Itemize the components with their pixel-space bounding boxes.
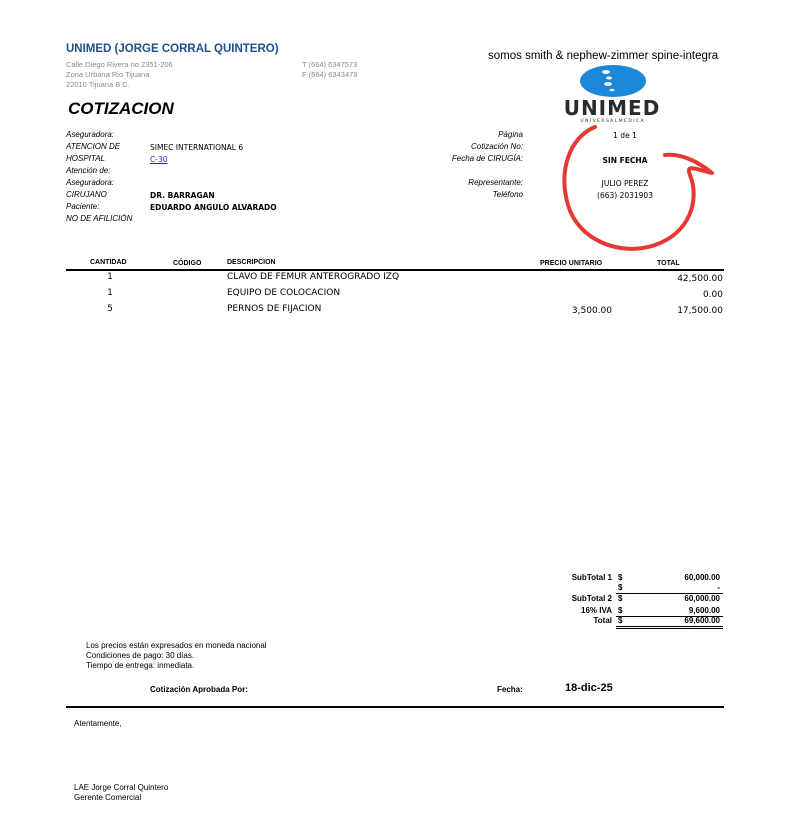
red-circle-annotation xyxy=(540,115,720,265)
signature-title: Gerente Comercial xyxy=(74,793,142,802)
logo-subtext: U N I V E R S A L M E D I C A xyxy=(580,119,644,123)
fax-number: F (664) 6343478 xyxy=(302,70,358,79)
row-total: 0.00 xyxy=(702,290,723,300)
row-total: 17,500.00 xyxy=(677,306,723,316)
label-cirujano: CIRUJANO xyxy=(66,190,107,199)
blank-currency: $ xyxy=(618,583,623,592)
tagline: somos smith & nephew-zimmer spine-integra xyxy=(488,50,719,62)
total-rule-2 xyxy=(616,628,723,629)
value-paciente: EDUARDO ANGULO ALVARADO xyxy=(150,203,277,212)
note-payment: Condiciones de pago: 30 días. xyxy=(86,651,195,660)
value-cirujano: DR. BARRAGAN xyxy=(150,191,215,200)
value-telefono: (663) 2031903 xyxy=(597,191,653,200)
total-rule-1 xyxy=(616,626,723,627)
row-descripcion: PERNOS DE FIJACION xyxy=(227,304,322,314)
phone-number: T (664) 6347573 xyxy=(302,60,358,69)
label-aseguradora-2: Aseguradora: xyxy=(66,178,115,187)
col-cantidad: CANTIDAD xyxy=(90,259,127,266)
total-value: 69,600.00 xyxy=(684,616,720,625)
row-cantidad: 5 xyxy=(107,304,113,314)
address-line-3: 22010 Tijuana B.C. xyxy=(66,80,130,89)
label-paciente: Paciente: xyxy=(66,202,100,211)
note-currency: Los precios están expresados en moneda nacional xyxy=(86,641,267,650)
label-telefono: Teléfono xyxy=(492,190,523,199)
address-line-1: Calle Diego Rivera no 2351-206 xyxy=(66,60,173,69)
iva-currency: $ xyxy=(618,606,623,615)
table-header-rule xyxy=(66,269,724,271)
col-descripcion: DESCRIPCION xyxy=(227,259,276,266)
value-fecha-cirugia: SIN FECHA xyxy=(602,156,648,165)
row-precio: 3,500.00 xyxy=(571,306,612,316)
address-line-2: Zona Urbana Rio Tijuana xyxy=(66,70,150,79)
subtotal1-label: SubTotal 1 xyxy=(571,573,612,582)
value-hospital-link[interactable]: C-30 xyxy=(150,155,168,164)
company-name: UNIMED (JORGE CORRAL QUINTERO) xyxy=(66,43,279,55)
total-currency: $ xyxy=(618,616,623,625)
logo-globe xyxy=(580,65,646,97)
total-label: Total xyxy=(593,616,612,625)
value-atencion-de: SIMEC INTERNATIONAL 6 xyxy=(150,143,244,152)
row-total: 42,500.00 xyxy=(677,274,723,284)
label-aseguradora: Aseguradora: xyxy=(66,130,115,139)
logo-text: UNIMED xyxy=(563,96,661,120)
label-pagina: Página xyxy=(498,130,523,139)
label-atencion-de: ATENCION DE xyxy=(66,142,121,151)
row-cantidad: 1 xyxy=(107,288,113,298)
approval-date: 18-dic-25 xyxy=(565,682,613,694)
subtotal1-currency: $ xyxy=(618,573,623,582)
closing-text: Atentamente, xyxy=(74,719,122,728)
document-title: COTIZACION xyxy=(68,99,174,118)
label-atencion: Atención de: xyxy=(66,166,111,175)
value-representante: JULIO PEREZ xyxy=(601,179,649,188)
approval-date-label: Fecha: xyxy=(497,685,523,694)
unimed-logo xyxy=(540,63,685,123)
approval-rule xyxy=(66,706,724,708)
note-delivery: Tiempo de entrega: inmediata. xyxy=(86,661,195,670)
subtotal2-currency: $ xyxy=(618,594,623,603)
iva-value: 9,600.00 xyxy=(688,606,720,615)
iva-label: 16% IVA xyxy=(581,606,612,615)
subtotal1-value: 60,000.00 xyxy=(684,573,720,582)
approval-label: Cotización Aprobada Por: xyxy=(150,685,248,694)
subtotal2-label: SubTotal 2 xyxy=(571,594,612,603)
row-descripcion: EQUIPO DE COLOCACION xyxy=(227,288,341,298)
blank-value: - xyxy=(717,583,720,592)
label-cotizacion-no: Cotización No: xyxy=(470,142,523,151)
value-pagina: 1 de 1 xyxy=(613,131,637,140)
label-representante: Representante: xyxy=(468,178,523,187)
col-codigo: CÓDIGO xyxy=(173,260,202,267)
row-cantidad: 1 xyxy=(107,272,113,282)
label-hospital: HOSPITAL xyxy=(66,154,105,163)
col-precio-unitario: PRECIO UNITARIO xyxy=(540,260,603,267)
label-afiliacion: NO DE AFILICIÓN xyxy=(66,214,133,223)
label-fecha-cirugia: Fecha de CIRUGÍA: xyxy=(451,154,523,163)
row-descripcion: CLAVO DE FEMUR ANTEROGRADO IZQ xyxy=(227,272,400,282)
col-total: TOTAL xyxy=(657,260,680,267)
subtotal2-value: 60,000.00 xyxy=(684,594,720,603)
signature-name: LAE Jorge Corral Quintero xyxy=(74,783,169,792)
